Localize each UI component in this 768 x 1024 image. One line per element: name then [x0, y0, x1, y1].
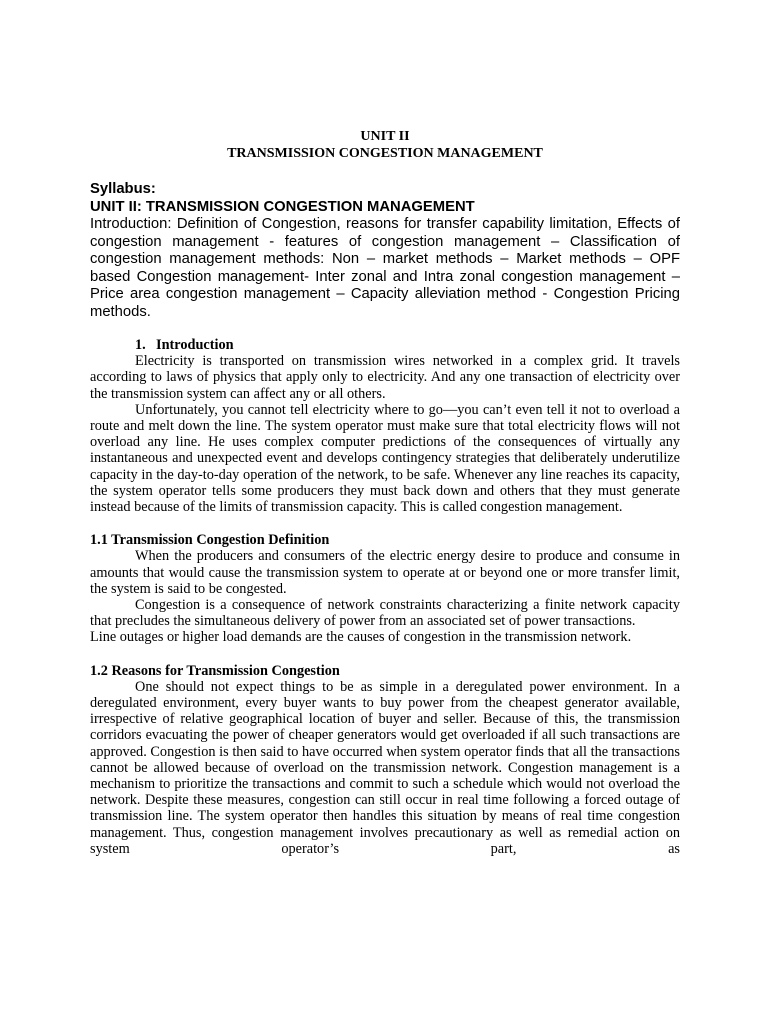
section-number: 1. [135, 337, 146, 353]
page-title: TRANSMISSION CONGESTION MANAGEMENT [227, 146, 543, 161]
syllabus-heading: UNIT II: TRANSMISSION CONGESTION MANAGEMENT [90, 198, 475, 215]
paragraph: One should not expect things to be as simple in a deregulated power environment. In a deregulated environment, every buyer wants to buy power from the cheapest generator available, irrespective of relative geographical location of buyer and seller. Because of this, the transmission corridors evacuating the power of cheaper generators would get overloaded if all such transactions are approved. Congestion is then said to have occurred when system operator finds that all the transactions cannot be allowed because of overload on the transmission network. Congestion management is a mechanism to prioritize the transactions and commit to such a schedule which would not overload the network. Despite these measures, congestion can still occur in real time following a forced outage of transmission line. The system operator then handles this situation by means of real time congestion management. Thus, congestion management involves precautionary as well as remedial action on system operator’s part, as [90, 678, 680, 857]
paragraph: Congestion is a consequence of network constraints characterizing a finite network capacity that precludes the simultaneous delivery of power from an associated set of power transactions. [90, 597, 680, 630]
section-title: Introduction [156, 337, 234, 353]
section-heading: 1.2 Reasons for Transmission Congestion [90, 662, 340, 679]
section-heading: 1.1 Transmission Congestion Definition [90, 532, 330, 549]
unit-number: UNIT II [360, 129, 410, 144]
syllabus-block [90, 181, 680, 321]
paragraph: Electricity is transported on transmission wires networked in a complex grid. It travels according to laws of physics that apply only to electricity. And any one transaction of electricity over the transmission system can affect any or all others. [90, 353, 680, 402]
paragraph: Unfortunately, you cannot tell electricity where to go—you can’t even tell it not to overload a route and melt down the line. The system operator must make sure that total electricity flows will not overload any line. He uses complex computer predictions of the consequences of virtually any instantaneous and unexpected event and develops contingency strategies that deliberately underutilize capacity in the day-to-day operation of the network, to be safe. Whenever any line reaches its capacity, the system operator tells some producers they must back down and others that they must generate instead because of the limits of transmission capacity. This is called congestion management. [90, 401, 680, 516]
section-congestion-reasons [90, 663, 680, 857]
syllabus-text: Introduction: Definition of Congestion, reasons for transfer capability limitation, Effects of congestion management - features of congestion management – Classification of congestion management methods: Non – market methods – Market methods – OPF based Congestion management- Inter zonal and Intra zonal congestion management – Price area congestion management – Capacity alleviation method - Congestion Pricing methods. [90, 216, 680, 320]
section-introduction [90, 337, 680, 515]
paragraph: Line outages or higher load demands are the causes of congestion in the transmission network. [90, 629, 632, 646]
section-heading [90, 337, 680, 353]
syllabus-label: Syllabus: [90, 181, 156, 197]
paragraph: When the producers and consumers of the electric energy desire to produce and consume in amounts that would cause the transmission system to operate at or beyond one or more transfer limit, the system is said to be congested. [90, 548, 680, 597]
section-congestion-definition [90, 532, 680, 645]
